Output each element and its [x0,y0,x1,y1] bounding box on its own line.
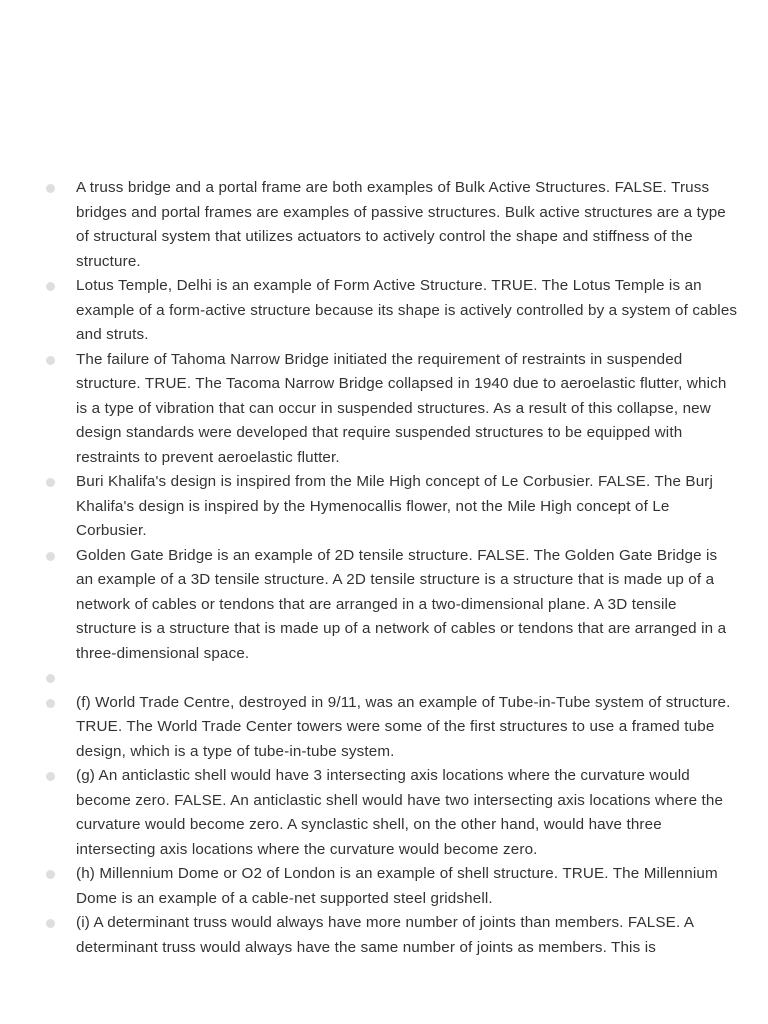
list-item-text [76,666,738,691]
list-item [0,274,768,348]
list-item-text: Buri Khalifa's design is inspired from the Mile High concept of Le Corbusier. FALSE. The Burj Khalifa's design is inspired by the Hymenocallis flower, not the Mile High concept of Le Corbusier. [76,473,714,539]
list-item [0,544,768,667]
bullet-dot-icon [46,699,55,708]
list-item [0,470,768,544]
bullet-dot-icon [46,552,55,561]
list-item [0,691,768,765]
bullet-dot-icon [46,919,55,928]
list-item [0,862,768,911]
list-item [0,348,768,471]
list-item-text: (f) World Trade Centre, destroyed in 9/11, was an example of Tube-in-Tube system of structure. TRUE. The World Trade Center towers were some of the first structures to use a framed tube design, which is a type of tube-in-tube system. [76,693,731,760]
list-item-text: (h) Millennium Dome or O2 of London is an example of shell structure. TRUE. The Millennium Dome is an example of a cable-net supported steel gridshell. [76,865,718,907]
list-item-text: A truss bridge and a portal frame are both examples of Bulk Active Structures. FALSE. Truss bridges and portal frames are examples of passive structures. Bulk active structures are a type of structural system that utilizes actuators to actively control the shape and stiffness of the structure. [76,179,726,270]
bullet-dot-icon [46,772,55,781]
bullet-dot-icon [46,282,55,291]
bullet-list [0,176,768,960]
list-item-text: Golden Gate Bridge is an example of 2D tensile structure. FALSE. The Golden Gate Bridge is an example of a 3D tensile structure. A 2D tensile structure is a structure that is made up of a network of cables or tendons that are arranged in a two-dimensional plane. A 3D tensile structure is a structure that is made up of a network of cables or tendons that are arranged in a three-dimensional space. [76,546,727,662]
list-item [0,911,768,960]
bullet-dot-icon [46,356,55,365]
list-item-text: The failure of Tahoma Narrow Bridge initiated the requirement of restraints in suspended structure. TRUE. The Tacoma Narrow Bridge collapsed in 1940 due to aeroelastic flutter, which is a type of vibration that can occur in suspended structures. As a result of this collapse, new design standards were developed that require suspended structures to be equipped with restraints to prevent aeroelastic flutter. [76,350,727,466]
list-item-empty [0,666,768,691]
bullet-dot-icon [46,870,55,879]
list-item-text: Lotus Temple, Delhi is an example of Form Active Structure. TRUE. The Lotus Temple is an example of a form-active structure because its shape is actively controlled by a system of cables and struts. [76,277,738,343]
list-item-text: (g) An anticlastic shell would have 3 intersecting axis locations where the curvature would become zero. FALSE. An anticlastic shell would have two intersecting axis locations where the curvature would become zero. A synclastic shell, on the other hand, would have three intersecting axis locations where the curvature would become zero. [76,767,724,858]
list-item-text: (i) A determinant truss would always have more number of joints than members. FALSE. A determinant truss would always have the same number of joints as members. This is [76,914,694,956]
list-item [0,764,768,862]
bullet-dot-icon [46,184,55,193]
list-item [0,176,768,274]
document-body [0,176,768,960]
bullet-dot-icon [46,674,55,683]
bullet-dot-icon [46,478,55,487]
